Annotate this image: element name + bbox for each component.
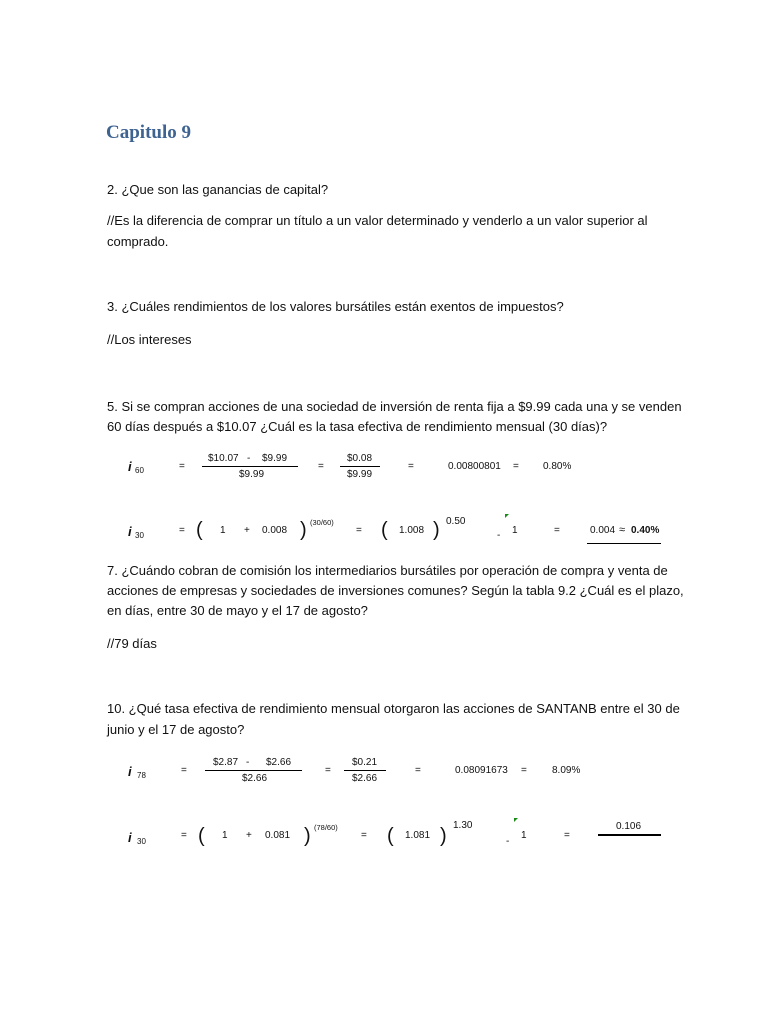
green-mark-icon bbox=[505, 514, 509, 518]
equals-sign: = bbox=[179, 525, 185, 536]
exponent: 0.50 bbox=[446, 516, 466, 527]
one: 1 bbox=[220, 525, 226, 536]
numerator-b: $2.66 bbox=[266, 757, 292, 768]
question-10-line-1: 10. ¿Qué tasa efectiva de rendimiento mensual otorgaron las acciones de SANTANB entre el 30 de bbox=[107, 701, 680, 716]
one: 1 bbox=[222, 830, 228, 841]
formula-subscript: 78 bbox=[137, 771, 146, 780]
formula-symbol: i bbox=[128, 524, 132, 539]
formula-subscript: 60 bbox=[135, 466, 144, 475]
formula-subscript: 30 bbox=[135, 531, 144, 540]
decimal-value: 0.08091673 bbox=[455, 765, 508, 776]
rate: 0.081 bbox=[265, 830, 291, 841]
exponent: 1.30 bbox=[453, 820, 473, 831]
question-5-line-2: 60 días después a $10.07 ¿Cuál es la tasa efectiva de rendimiento mensual (30 días)? bbox=[107, 419, 608, 434]
left-paren: ( bbox=[196, 519, 203, 541]
formula-symbol: i bbox=[128, 459, 132, 474]
one: 1 bbox=[512, 525, 518, 536]
result-percent: 0.40% bbox=[631, 525, 660, 536]
fraction-line bbox=[202, 466, 298, 467]
equals-sign: = bbox=[325, 765, 331, 776]
numerator: $0.08 bbox=[347, 453, 373, 464]
minus-sign: - bbox=[506, 836, 510, 847]
answer-3: //Los intereses bbox=[107, 332, 192, 347]
result-value: 0.004 bbox=[590, 525, 616, 536]
numerator-minus: - bbox=[246, 757, 250, 768]
one: 1 bbox=[521, 830, 527, 841]
equals-sign: = bbox=[361, 830, 367, 841]
decimal-value: 0.00800801 bbox=[448, 461, 501, 472]
equals-sign: = bbox=[408, 461, 414, 472]
denominator: $2.66 bbox=[352, 773, 378, 784]
rate: 0.008 bbox=[262, 525, 288, 536]
formula-symbol: i bbox=[128, 830, 132, 845]
equals-sign: = bbox=[513, 461, 519, 472]
fraction-line bbox=[205, 770, 302, 771]
right-paren: ) bbox=[300, 519, 307, 541]
base-value: 1.081 bbox=[405, 830, 431, 841]
approx-sign: ≈ bbox=[619, 524, 626, 536]
equals-sign: = bbox=[521, 765, 527, 776]
green-mark-icon bbox=[514, 818, 518, 822]
equals-sign: = bbox=[181, 830, 187, 841]
equals-sign: = bbox=[179, 461, 185, 472]
percent-value: 8.09% bbox=[552, 765, 581, 776]
question-7-line-2: acciones de empresas y sociedades de inversiones comunes? Según la tabla 9.2 ¿Cuál es el plazo, bbox=[107, 583, 684, 598]
right-paren: ) bbox=[440, 825, 447, 847]
equals-sign: = bbox=[356, 525, 362, 536]
minus-sign: - bbox=[497, 530, 501, 541]
question-5-line-1: 5. Si se compran acciones de una sociedad de inversión de renta fija a $9.99 cada una y se venden bbox=[107, 399, 682, 414]
denominator: $2.66 bbox=[242, 773, 268, 784]
question-2: 2. ¿Que son las ganancias de capital? bbox=[107, 182, 329, 197]
left-paren: ( bbox=[198, 825, 205, 847]
left-paren: ( bbox=[381, 519, 388, 541]
equals-sign: = bbox=[554, 525, 560, 536]
denominator: $9.99 bbox=[347, 469, 373, 480]
formula-subscript: 30 bbox=[137, 837, 146, 846]
base-value: 1.008 bbox=[399, 525, 425, 536]
fraction-line bbox=[344, 770, 386, 771]
numerator-b: $9.99 bbox=[262, 453, 288, 464]
question-10-line-2: junio y el 17 de agosto? bbox=[107, 722, 245, 737]
fraction-line bbox=[340, 466, 380, 467]
answer-2-line-1: //Es la diferencia de comprar un título a un valor determinado y venderlo a un valor superior al bbox=[107, 213, 648, 228]
left-paren: ( bbox=[387, 825, 394, 847]
numerator-minus: - bbox=[247, 453, 251, 464]
question-7-line-3: en días, entre 30 de mayo y el 17 de agosto? bbox=[107, 603, 368, 618]
exponent: (78/60) bbox=[314, 823, 338, 832]
numerator-a: $2.87 bbox=[213, 757, 239, 768]
equals-sign: = bbox=[564, 830, 570, 841]
plus-sign: + bbox=[246, 830, 252, 841]
formula-symbol: i bbox=[128, 764, 132, 779]
right-paren: ) bbox=[433, 519, 440, 541]
plus-sign: + bbox=[244, 525, 250, 536]
page-title: Capitulo 9 bbox=[106, 122, 191, 143]
exponent: (30/60) bbox=[310, 518, 334, 527]
percent-value: 0.80% bbox=[543, 461, 572, 472]
question-3: 3. ¿Cuáles rendimientos de los valores bursátiles están exentos de impuestos? bbox=[107, 299, 564, 314]
numerator-a: $10.07 bbox=[208, 453, 239, 464]
right-paren: ) bbox=[304, 825, 311, 847]
answer-2-line-2: comprado. bbox=[107, 234, 169, 249]
equals-sign: = bbox=[181, 765, 187, 776]
denominator: $9.99 bbox=[239, 469, 265, 480]
question-7-line-1: 7. ¿Cuándo cobran de comisión los intermediarios bursátiles por operación de compra y venta de bbox=[107, 563, 668, 578]
answer-7: //79 días bbox=[107, 636, 157, 651]
equals-sign: = bbox=[415, 765, 421, 776]
result-underline bbox=[587, 543, 661, 544]
result-value: 0.106 bbox=[616, 821, 642, 832]
equals-sign: = bbox=[318, 461, 324, 472]
result-line bbox=[598, 834, 661, 836]
numerator: $0.21 bbox=[352, 757, 378, 768]
